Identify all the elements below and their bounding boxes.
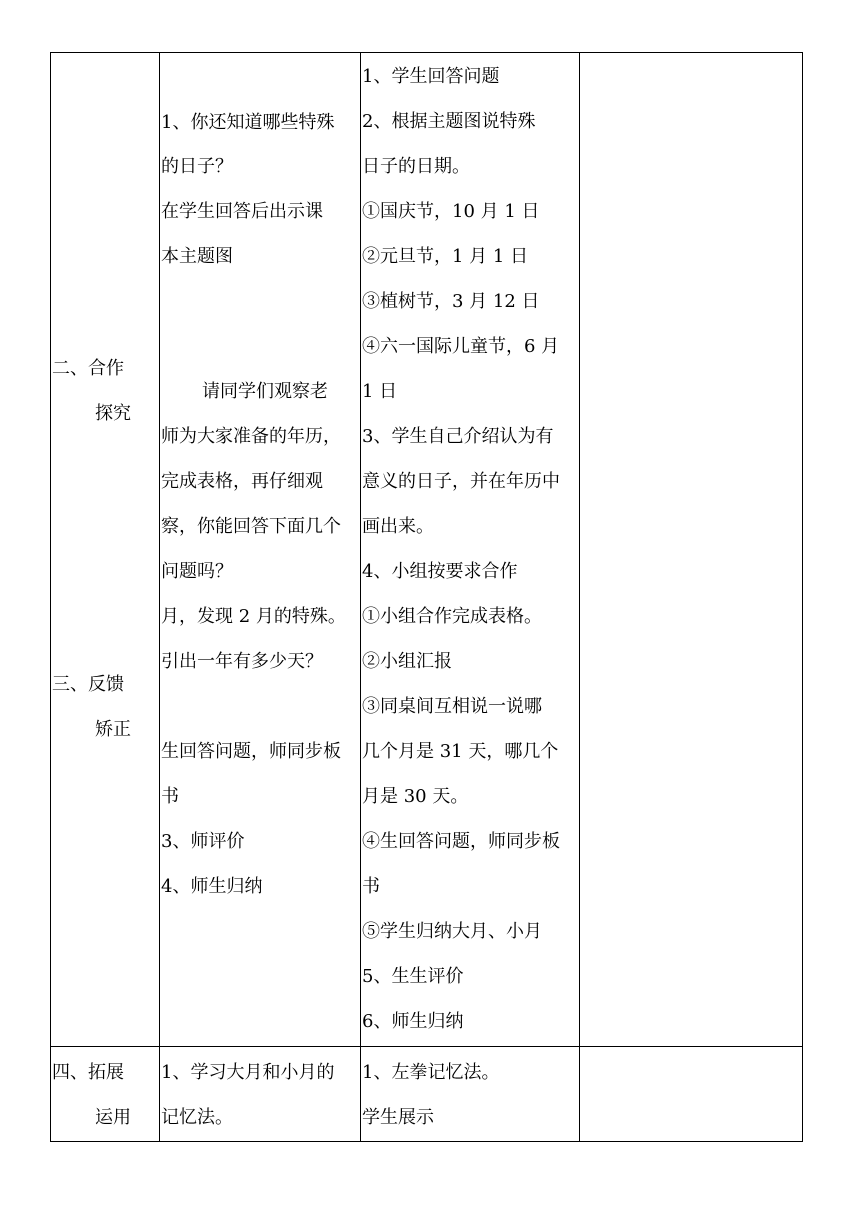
stage-label: 三、反馈 xyxy=(52,674,124,695)
student-activity-line: 意义的日子，并在年历中 xyxy=(362,471,560,492)
student-activity-line: 1、左拳记忆法。 xyxy=(362,1062,500,1083)
column-divider xyxy=(360,52,361,1142)
teacher-activity-line: 的日子？ xyxy=(161,156,233,177)
lesson-plan-table xyxy=(50,52,803,1142)
teacher-activity-line: 书 xyxy=(161,786,179,807)
student-activity-line: ④六一国际儿童节，6 月 xyxy=(362,336,560,357)
teacher-activity-line: 完成表格，再仔细观 xyxy=(161,471,323,492)
teacher-activity-line: 生回答问题，师同步板 xyxy=(161,741,341,762)
teacher-activity-line: 3、师评价 xyxy=(161,831,245,852)
table-border-bottom xyxy=(50,1141,803,1142)
student-activity-line: 5、生生评价 xyxy=(362,966,464,987)
student-activity-line: ①国庆节，10 月 1 日 xyxy=(362,201,540,222)
teacher-activity-line: 1、学习大月和小月的 xyxy=(161,1062,335,1083)
teacher-activity-line: 4、师生归纳 xyxy=(161,876,263,897)
teacher-activity-line: 察，你能回答下面几个 xyxy=(161,516,341,537)
student-activity-line: 学生展示 xyxy=(362,1107,434,1128)
student-activity-line: ②小组汇报 xyxy=(362,651,452,672)
column-divider xyxy=(159,52,160,1142)
student-activity-line: 3、学生自己介绍认为有 xyxy=(362,426,554,447)
student-activity-line: 月是 30 天。 xyxy=(362,786,469,807)
student-activity-line: 画出来。 xyxy=(362,516,434,537)
teacher-activity-line: 师为大家准备的年历， xyxy=(161,426,341,447)
table-border-left xyxy=(50,52,51,1142)
stage-label: 四、拓展 xyxy=(52,1062,124,1083)
stage-label: 运用 xyxy=(95,1107,131,1128)
student-activity-line: ①小组合作完成表格。 xyxy=(362,606,542,627)
student-activity-line: 6、师生归纳 xyxy=(362,1011,464,1032)
teacher-activity-line: 本主题图 xyxy=(161,246,233,267)
row-divider xyxy=(50,1046,803,1047)
stage-label: 二、合作 xyxy=(52,358,124,379)
student-activity-line: 2、根据主题图说特殊 xyxy=(362,111,536,132)
student-activity-line: 日子的日期。 xyxy=(362,156,470,177)
table-border-right xyxy=(802,52,803,1142)
student-activity-line: ②元旦节，1 月 1 日 xyxy=(362,246,529,267)
teacher-activity-line: 1、你还知道哪些特殊 xyxy=(161,112,335,133)
student-activity-line: ⑤学生归纳大月、小月 xyxy=(362,921,542,942)
teacher-activity-line: 请同学们观察老 xyxy=(202,381,328,402)
student-activity-line: ④生回答问题，师同步板 xyxy=(362,831,560,852)
student-activity-line: ③同桌间互相说一说哪 xyxy=(362,696,542,717)
student-activity-line: 书 xyxy=(362,876,380,897)
teacher-activity-line: 问题吗？ xyxy=(161,561,233,582)
stage-label: 矫正 xyxy=(95,719,131,740)
student-activity-line: 几个月是 31 天，哪几个 xyxy=(362,741,559,762)
student-activity-line: 4、小组按要求合作 xyxy=(362,561,518,582)
teacher-activity-line: 在学生回答后出示课 xyxy=(161,201,323,222)
teacher-activity-line: 月，发现 2 月的特殊。 xyxy=(161,606,346,627)
student-activity-line: 1 日 xyxy=(362,381,398,402)
table-border-top xyxy=(50,52,803,53)
stage-label: 探究 xyxy=(95,403,131,424)
student-activity-line: ③植树节，3 月 12 日 xyxy=(362,291,540,312)
teacher-activity-line: 引出一年有多少天？ xyxy=(161,651,323,672)
column-divider xyxy=(579,52,580,1142)
teacher-activity-line: 记忆法。 xyxy=(161,1107,233,1128)
student-activity-line: 1、学生回答问题 xyxy=(362,66,500,87)
